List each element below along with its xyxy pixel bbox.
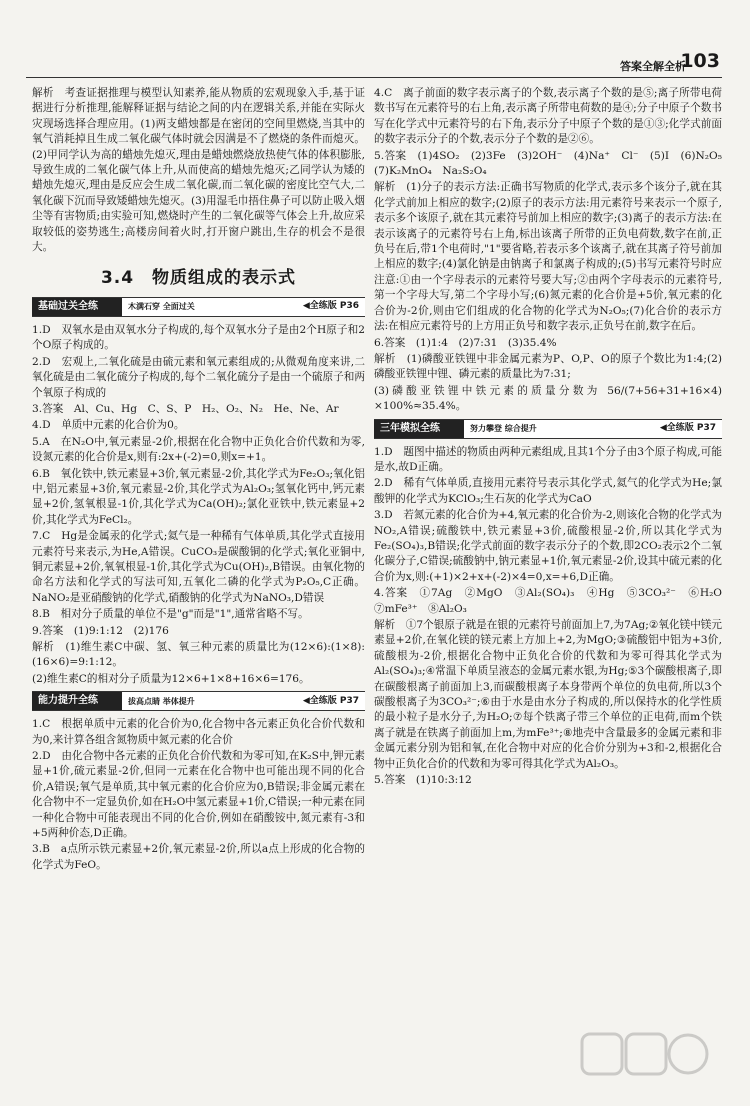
section-title: 3.4 物质组成的表示式 [100,268,297,289]
bar-page-ref: ◀全练版 P37 [302,695,359,706]
answer-item: 解析 ①7个银原子就是在银的元素符号前面加上7,为7Ag;②氧化镁中镁元素显+2价,在氧化镁的镁元素上方加上+2,为MgO;③硫酸铝中铝为+3价,硫酸根为-2价,根据化合物中正负化合价的代数和为零可得其化学式为Al₂(SO₄)₃;④常温下单质呈液态的金属元素水银,为Hg;⑤3个碳酸根离子,即在碳酸根离子前面加上3,而碳酸根离子本身带两个单位的负电荷,所以3个碳酸根离子为3CO₃²⁻;⑥由于水是由水分子构成的,所以保持水的化学性质的最小粒子是水分子,为H₂O;⑦每个铁离子带三个单位的正电荷,而m个铁离子就是在铁离子前面加上m,为mFe³⁺;⑧地壳中含量最多的金属元素和非金属元素分别为铝和氧,在化合物中对应的化合价分别为+3和-2,根据化合物中正负化合价的代数和为零可得其化学式为Al₂O₃。 [374,619,722,770]
bar-subtitle: 木满石穿 全面过关 [128,302,195,312]
page-number: 103 [680,50,720,72]
answer-item: 4.C 离子前面的数字表示离子的个数,表示离子个数的是⑤;离子所带电荷数书写在元素符号的右上角,表示离子所带电荷数的是④;分子中原子个数书写在化学式中元素符号的右下角,表示分子中原子个数的是①③;化学式前面的数字表示分子的个数,表示分子个数的是②⑥。 [374,87,722,146]
left-column [32,86,365,874]
watermark-logo-icon [580,1028,710,1088]
answer-item: 9.答案 (1)9:1:12 (2)176 [32,624,169,637]
answer-item: 6.B 氧化铁中,铁元素显+3价,氧元素显-2价,其化学式为Fe₂O₃;氧化铝中,铝元素显+3价,氧元素显-2价,其化学式为Al₂O₃;氢氧化钙中,钙元素显+2价,氢氧根显-1价,其化学式为Ca(OH)₂;氯化亚铁中,铁元素显+2价,其化学式为FeCl₂。 [32,467,365,526]
intro-analysis: 解析 考查证据推理与模型认知素养,能从物质的宏观现象入手,基于证据进行分析推理,能解释证据与结论之间的内在逻辑关系,并能在实际火灾现场选择合理应用。(1)两支蜡烛都是在密闭的空间里燃烧,当其中的氧气消耗掉且生成二氧化碳气体时就会因满是不了燃烧的条件而熄灭。(2)甲同学认为高的蜡烛先熄灭,理由是蜡烛燃烧放热使气体的体积膨胀,导致生成的二氧化碳气体上升,从而使高的蜡烛先熄灭;乙同学认为矮的蜡烛先熄灭,理由是反应会生成二氧化碳,而二氧化碳的密度比空气大,二氧化碳下沉而导致矮蜡烛先熄灭。(3)用湿毛巾捂住鼻子可以防止吸入烟尘等有害物质;由实验可知,燃烧时产生的二氧化碳等气体会上升,故应采取较低的姿势逃生;高楼房间着火时,打开窗户跳出,生存的机会不是很大。 [32,87,365,254]
answer-item: 解析 (1)磷酸亚铁锂中非金属元素为P、O,P、O的原子个数比为1:4;(2)磷酸亚铁锂中锂、磷元素的质量比为7:31; [374,352,722,381]
answer-item: 1.C 根据单质中元素的化合价为0,化合物中各元素正负化合价代数和为0,来计算各组含氮物质中氮元素的化合价 [32,718,365,746]
answer-item: 2.D 稀有气体单质,直接用元素符号表示其化学式,氦气的化学式为He;氯酸钾的化学式为KClO₃;生石灰的化学式为CaO [374,477,722,505]
section-bar-basic [32,297,365,317]
section-bar-ability [32,691,365,711]
answer-item: 3.B a点所示铁元素显+2价,氧元素显-2价,所以a点上形成的化合物的化学式为FeO。 [32,843,365,871]
answer-item: 7.C Hg是金属汞的化学式;氦气是一种稀有气体单质,其化学式直接用元素符号来表示,为He,A错误。CuCO₃是碳酸铜的化学式;氧化亚铜中,铜元素显+2价,氧氧根显-1价,其化学式为Cu(OH)₂,B错误。由氧化物的命名方法和化学式的写法可知,五氧化二磷的化学式为P₂O₅,C正确。NaNO₂是亚硝酸钠的化学式,硝酸钠的化学式为NaNO₃,D错误 [32,530,365,604]
bar-subtitle: 拔高点睛 举体提升 [128,696,195,706]
answer-item: 6.答案 (1)1:4 (2)7:31 (3)35.4% [374,336,557,349]
answer-item: 5.A 在N₂O中,氧元素显-2价,根据在化合物中正负化合价代数和为零,设氮元素的化合价是x,则有:2x+(-2)=0,则x=+1。 [32,435,365,464]
bar-page-ref: ◀全练版 P37 [659,422,716,433]
bar-tag: 能力提升全练 [32,692,122,710]
answer-item: 1.D 双氧水是由双氧水分子构成的,每个双氧水分子是由2个H原子和2个O原子构成的。 [32,323,365,352]
answer-item: 4.D 单质中元素的化合价为0。 [32,419,185,432]
bar-subtitle: 努力攀登 综合提升 [470,423,537,433]
answer-item: (3)磷酸亚铁锂中铁元素的质量分数为 56/(7+56+31+16×4) ×100%≈35.4%。 [374,384,726,413]
page-header [0,0,750,78]
section-bar-three-year [374,419,722,439]
bar-page-ref: ◀全练版 P36 [302,301,359,312]
header-label: 答案全解全析 [620,60,686,73]
answer-item: 8.B 相对分子质量的单位不是"g"而是"1",通常省略不写。 [32,608,309,621]
right-column [374,86,733,789]
answer-item: 1.D 题图中描述的物质由两种元素组成,且其1个分子由3个原子构成,可能是水,故D正确。 [374,445,722,473]
answer-item: 5.答案 (1)4SO₂ (2)3Fe (3)2OH⁻ (4)Na⁺ Cl⁻ (5)I (6)N₂O₅ (7)K₂MnO₄ Na₂S₂O₄ [374,149,733,178]
answer-item: 3.D 若氮元素的化合价为+4,氧元素的化合价为-2,则该化合物的化学式为NO₂,A错误;硫酸铁中,铁元素显+3价,硫酸根显-2价,所以其化学式为Fe₂(SO₄)₃,B错误;化学式前面的数字表示分子的个数,即2CO₂表示2个二氧化碳分子,C错误;硫酸钠中,钠元素显+1价,氧元素显-2价,设其中硫元素的化合价为x,则:(+1)×2+x+(-2)×4=0,x=+6,D正确。 [374,509,722,583]
answer-item: 解析 (1)分子的表示方法:正确书写物质的化学式,表示多个该分子,就在其化学式前加上相应的数字;(2)原子的表示方法:用元素符号来表示一个原子,表示多个该原子,就在其元素符号前加上相应的数字;(3)离子的表示方法:在表示该离子的元素符号右上角,标出该离子所带的正负电荷数,数字在前,正负号在后,带1个电荷时,"1"要省略,若表示多个该离子,就在其离子符号前加上相应的数字;(4)氯化钠是由钠离子和氯离子构成的;(5)书写元素符号时应注意:①由一个字母表示的元素符号要大写;②由两个字母表示的元素符号,第一个字母大写,第二个字母小写;(6)氮元素的化合价是+5价,氧元素的化合价为-2价,则由它们组成的化合物的化学式为N₂O₅;(7)化合价的表示方法:在相应元素符号的上方用正负号和数字表示,正负号在前,数字在后。 [374,181,722,333]
answer-item: 2.D 由化合物中各元素的正负化合价代数和为零可知,在K₂S中,钾元素显+1价,硫元素显-2价,但同一元素在化合物中也可能出现不同的化合价,A错误;氧气是单质,其中氧元素的化合价应为0,B错误;非金属元素在化合物中不一定显负价,如在H₂O中氢元素显+1价,C错误;一种元素在同一种化合物中可能表现出不同的化合价,例如在硝酸铵中,氮元素有-3和+5两种价态,D正确。 [32,750,365,840]
bar-tag: 基础过关全练 [32,298,122,316]
header-rule [26,77,722,78]
answer-item: 5.答案 (1)10:3:12 [374,774,472,787]
answer-item: (2)维生素C的相对分子质量为12×6+1×8+16×6=176。 [32,672,310,685]
bar-tag: 三年模拟全练 [374,420,464,438]
answer-item: 2.D 宏观上,二氧化硫是由硫元素和氧元素组成的;从微观角度来讲,二氧化硫是由二氧化硫分子构成的,每个二氧化硫分子是由一个硫原子和两个氧原子构成的 [32,355,365,399]
answer-item: 3.答案 Al、Cu、Hg C、S、P H₂、O₂、N₂ He、Ne、Ar [32,402,339,415]
answer-item: 解析 (1)维生素C中碳、氢、氧三种元素的质量比为(12×6):(1×8):(16×6)=9:1:12。 [32,641,365,669]
answer-item: 4.答案 ①7Ag ②MgO ③Al₂(SO₄)₃ ④Hg ⑤3CO₃²⁻ ⑥H₂O ⑦mFe³⁺ ⑧Al₂O₃ [374,587,733,615]
